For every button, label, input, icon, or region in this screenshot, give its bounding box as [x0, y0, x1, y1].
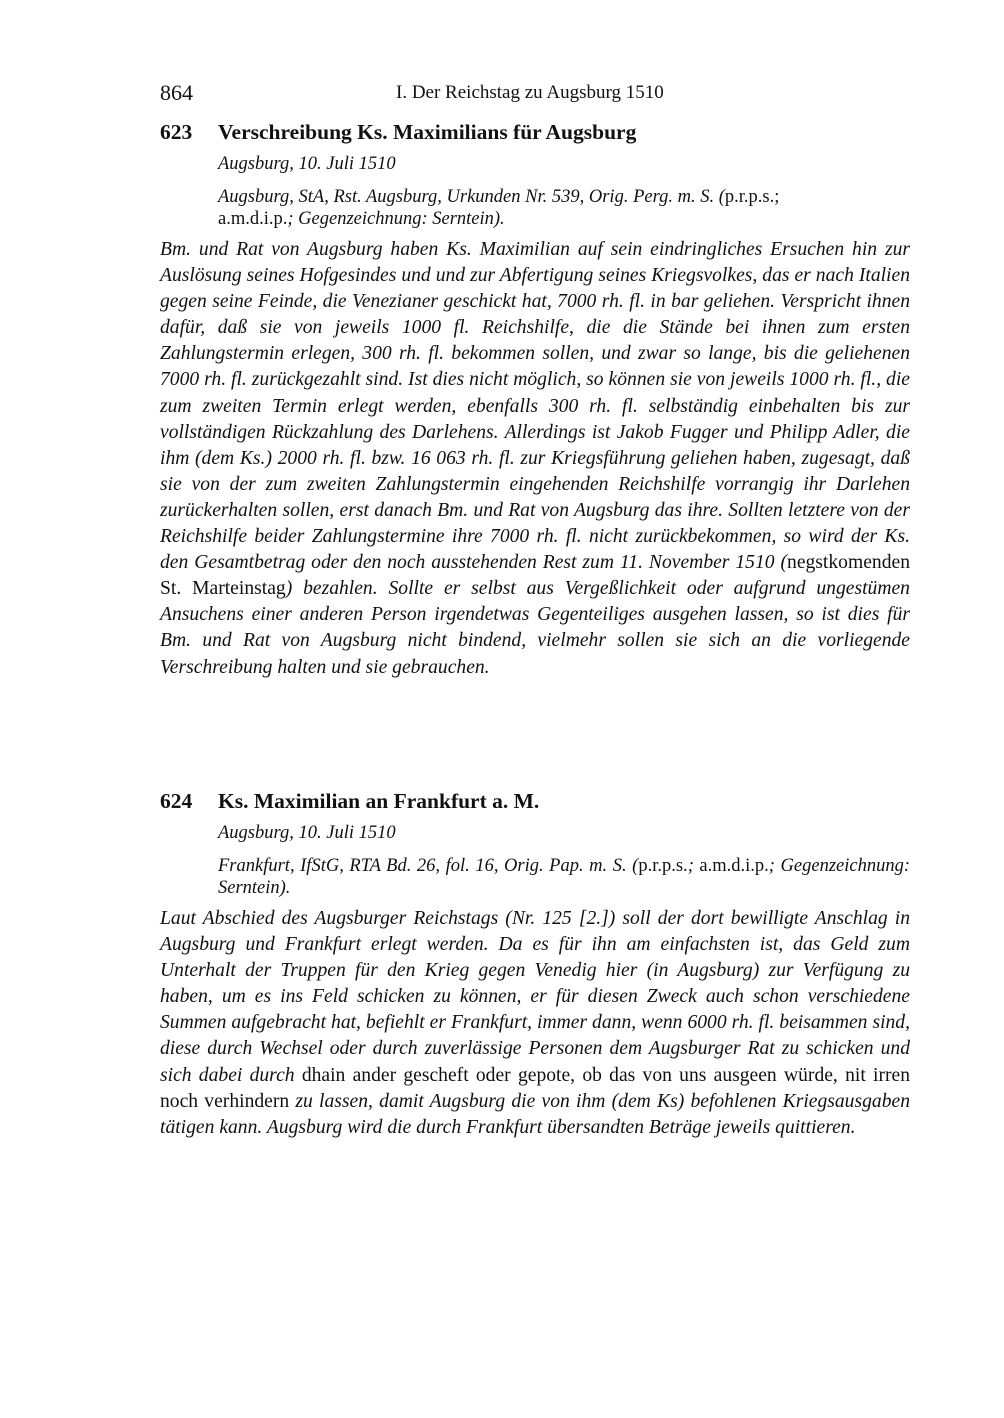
running-title: I. Der Reichstag zu Augsburg 1510 [396, 82, 664, 103]
entry-meta [218, 819, 910, 899]
entry-body [160, 237, 910, 681]
source-text: Frankfurt, IfStG, RTA Bd. 26, fol. 16, Orig. Pap. m. S. ( [218, 856, 639, 876]
body-text: Bm. und Rat von Augsburg haben Ks. Maximilian auf sein eindringliches Ersuchen hin zur Auslösung seines Hofgesindes und und zur Abfertigung seines Kriegsvolkes, das er nach Italien gegen seine Feinde, die Venezianer geschickt hat, 7000 rh. fl. in bar geliehen. Verspricht ihnen dafür, daß sie von jeweils 1000 fl. Reichshilfe, die die Stände bei ihnen zum ersten Zahlungstermin erlegen, 300 rh. fl. bekommen sollen, und zwar so lange, bis die geliehenen 7000 rh. fl. zurückgezahlt sind. Ist dies nicht möglich, so können sie von jeweils 1000 rh. fl., die zum zweiten Termin erlegt werden, ebenfalls 300 rh. fl. selbständig einbehalten bis zur vollständigen Rückzahlung des Darlehens. Allerdings ist Jakob Fugger und Philipp Adler, die ihm (dem Ks.) 2000 rh. fl. bzw. 16 063 rh. fl. zur Kriegsführung geliehen haben, zugesagt, daß sie von der zum zweiten Zahlungstermin eingehenden Reichshilfe vorrangig ihr Darlehen zurückerhalten sollen, erst danach Bm. und Rat von Augsburg das ihre. Sollten letztere von der Reichshilfe beider Zahlungstermine ihre 7000 rh. fl. nicht zurückbekommen, so wird der Ks. den Gesamtbetrag oder den noch ausstehenden Rest zum 11. November 1510 ( [160, 239, 910, 574]
entry-624 [160, 787, 910, 1141]
source-roman: p.r.p.s. [638, 856, 688, 876]
source-text: Augsburg, StA, Rst. Augsburg, Urkunden Nr. 539, Orig. Perg. m. S. ( [218, 187, 725, 207]
source-roman: a.m.d.i.p. [699, 856, 769, 876]
source-note [218, 855, 910, 899]
entry-body [160, 906, 910, 1141]
entry-title: Ks. Maximilian an Frankfurt a. M. [218, 789, 540, 813]
source-roman: a.m.d.i.p. [218, 209, 288, 229]
entry-heading [160, 787, 910, 815]
source-text: ; Gegenzeichnung: Serntein). [287, 209, 505, 229]
body-text: zu lassen, damit Augsburg die von ihm (dem Ks) befohlenen Kriegsausgaben tätigen kann. Augsburg wird die durch Frankfurt übersandten Beträge jeweils quittieren. [160, 1090, 910, 1138]
entry-heading [160, 118, 910, 146]
body-text: Laut Abschied des Augsburger Reichstags (Nr. 125 [2.]) soll der dort bewilligte Anschlag in Augsburg und Frankfurt erlegt werden. Da es für ihn am einfachsten ist, das Geld zum Unterhalt der Truppen für den Krieg gegen Venedig hier (in Augsburg) zur Verfügung zu haben, um es ins Feld schicken zu können, er für diesen Zweck auch schon verschiedene Summen aufgebracht hat, befiehlt er Frankfurt, immer dann, wenn 6000 rh. fl. beisammen sind, diese durch Wechsel oder durch zuverlässige Personen dem Augsburger Rat zu schicken und sich dabei durch [160, 908, 910, 1086]
body-text: ) bezahlen. Sollte er selbst aus Vergeßlichkeit oder aufgrund ungestümen Ansuchens einer anderen Person irgendetwas Gegenteiliges ausgehen lassen, so ist dies für Bm. und Rat von Augsburg nicht bindend, vielmehr sollen sie sich an die vorliegende Verschreibung halten und sie gebrauchen. [160, 578, 910, 678]
quoted-source-text: negstkomenden St. Marteinstag [160, 552, 910, 600]
entry-title: Verschreibung Ks. Maximilians für Augsburg [218, 120, 637, 144]
page-number: 864 [160, 80, 193, 105]
entry-623 [160, 118, 910, 681]
running-head [160, 80, 910, 110]
source-text: ; [687, 856, 700, 876]
date-line: Augsburg, 10. Juli 1510 [218, 154, 396, 174]
quoted-source-text: dhain ander gescheft oder gepote, ob das von uns ausgeen würde, nit irren noch verhindern [160, 1064, 910, 1112]
entry-number: 623 [160, 120, 193, 144]
entry-meta [218, 150, 910, 230]
date-line: Augsburg, 10. Juli 1510 [218, 823, 396, 843]
source-roman: p.r.p.s.; [724, 187, 780, 207]
entry-number: 624 [160, 789, 193, 813]
source-note [218, 186, 910, 230]
source-text: ; Gegenzeichnung: Serntein). [218, 856, 910, 898]
